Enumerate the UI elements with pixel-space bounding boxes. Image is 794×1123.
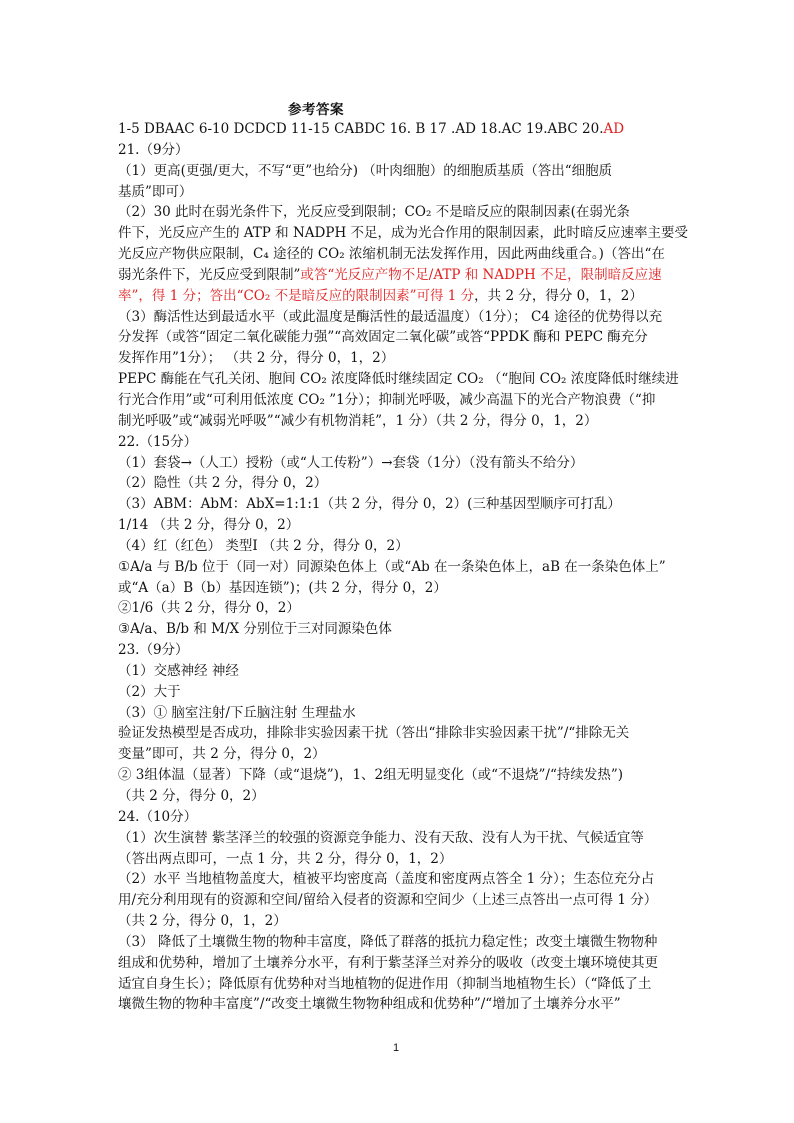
answer-line bbox=[118, 849, 678, 870]
line-text: 23.（9分） bbox=[118, 642, 189, 659]
line-text: 基质”即可） bbox=[118, 183, 193, 200]
answer-line bbox=[118, 119, 678, 140]
answer-line bbox=[118, 932, 678, 953]
answer-line bbox=[118, 494, 678, 515]
line-text: 变量”即可，共 2 分，得分 0，2） bbox=[118, 746, 326, 763]
line-text: PEPC 酶能在气孔关闭、胞间 CO₂ 浓度降低时继续固定 CO₂ （“胞间 CO₂ 浓度降低时继续进 bbox=[118, 371, 679, 388]
answer-line bbox=[118, 723, 678, 744]
line-text: ，共 2 分，得分 0，1，2） bbox=[474, 287, 643, 304]
answer-line bbox=[118, 453, 678, 474]
line-text: 22.（15分） bbox=[118, 433, 198, 450]
line-text: ② 3组体温（显著）下降（或“退烧”)，1、2组无明显变化（或“不退烧”/“持续发热”) bbox=[118, 767, 624, 784]
line-text: （共 2 分，得分 0，2） bbox=[118, 788, 265, 804]
line-text: （3）酶活性达到最适水平（或此温度是酶活性的最适温度）（1分）； C4 途径的优势得以充 bbox=[118, 308, 663, 325]
answer-line bbox=[118, 557, 678, 578]
answer-line bbox=[118, 765, 678, 786]
highlighted-text: AD bbox=[603, 121, 625, 137]
line-text: 制光呼吸”或“减弱光呼吸”“减少有机物消耗”，1 分）（共 2 分，得分 0，1，2） bbox=[118, 412, 598, 429]
line-text: （3） 降低了土壤微生物的物种丰富度，降低了群落的抵抗力稳定性；改变土壤微生物物种 bbox=[118, 933, 658, 950]
answer-body bbox=[118, 119, 689, 1015]
answer-line bbox=[118, 744, 678, 765]
line-text: （1）更高(更强/更大，不写“更”也给分) （叶肉细胞）的细胞质基质（答出“细胞质 bbox=[118, 162, 613, 179]
line-text: （1）交感神经 神经 bbox=[118, 662, 239, 679]
line-text: 1-5 DBAAC 6-10 DCDCD 11-15 CABDC 16. B 17 .AD 18.AC 19.ABC 20. bbox=[118, 121, 604, 137]
line-text: 件下，光反应产生的 ATP 和 NADPH 不足，成为光合作用的限制因素，此时暗反应速率主要受 bbox=[118, 225, 689, 242]
line-text: ②1/6（共 2 分，得分 0，2） bbox=[118, 600, 300, 617]
line-text: （4）红（红色） 类型Ⅰ （共 2 分，得分 0，2） bbox=[118, 537, 409, 554]
answer-line bbox=[118, 890, 678, 911]
line-text: 组成和优势种，增加了土壤养分水平，有利于紫茎泽兰对养分的吸收（改变土壤环境使其更 bbox=[118, 954, 658, 971]
answer-line bbox=[118, 911, 678, 932]
line-text: （1）套袋→（人工）授粉（或“人工传粉”）→套袋（1分）（没有箭头不给分） bbox=[118, 454, 584, 471]
answer-line bbox=[118, 307, 678, 328]
highlighted-text: 率”，得 1 分；答出“CO₂ 不是暗反应的限制因素”可得 1 分 bbox=[118, 287, 475, 304]
answer-line bbox=[118, 661, 678, 682]
line-text: 1/14 （共 2 分，得分 0，2） bbox=[118, 517, 300, 534]
answer-line bbox=[118, 390, 678, 411]
page-number: 1 bbox=[393, 1042, 400, 1054]
line-text: （2）30 此时在弱光条件下，光反应受到限制；CO₂ 不是暗反应的限制因素(在弱光条 bbox=[118, 204, 630, 221]
answer-line bbox=[118, 182, 678, 203]
line-text: ①A/a 与 B/b 位于（同一对）同源染色体上（或“Ab 在一条染色体上，aB 在一条染色体上” bbox=[118, 558, 666, 575]
line-text: （2）大于 bbox=[118, 683, 181, 700]
answer-line bbox=[118, 286, 678, 307]
line-text: 或“A（a）B（b）基因连锁”)；(共 2 分，得分 0，2） bbox=[118, 579, 447, 596]
answer-line bbox=[118, 161, 678, 182]
answer-line bbox=[118, 202, 678, 223]
answer-line bbox=[118, 807, 678, 828]
line-text: 光反应产物供应限制，C₄ 途径的 CO₂ 浓缩机制无法发挥作用，因此两曲线重合。)（答出“在 bbox=[118, 246, 665, 263]
answer-line bbox=[118, 828, 678, 849]
answer-line bbox=[118, 515, 678, 536]
answer-line bbox=[118, 640, 678, 661]
line-text: （共 2 分，得分 0，1，2） bbox=[118, 913, 287, 930]
answer-line bbox=[118, 682, 678, 703]
line-text: （3）ABM：AbM：AbX=1:1:1（共 2 分，得分 0，2）(三种基因型顺序可打乱） bbox=[118, 496, 621, 513]
line-text: （2）水平 当地植物盖度大，植被平均密度高（盖度和密度两点答全 1 分）；生态位充分占 bbox=[118, 871, 655, 888]
answer-line bbox=[118, 619, 678, 640]
line-text: 弱光条件下，光反应受到限制” bbox=[118, 266, 301, 283]
line-text: 用/充分利用现有的资源和空间/留给入侵者的资源和空间少（上述三点答出一点可得 1 分） bbox=[118, 892, 658, 909]
line-text: 行光合作用”或“可利用低浓度 CO₂ ”1分）；抑制光呼吸，减少高温下的光合产物浪费（“抑 bbox=[118, 391, 656, 408]
answer-line bbox=[118, 140, 678, 161]
line-text: （2）隐性（共 2 分，得分 0，2） bbox=[118, 475, 328, 492]
line-text: 验证发热模型是否成功，排除非实验因素干扰（答出“排除非实验因素干扰”/“排除无关 bbox=[118, 725, 630, 742]
answer-line bbox=[118, 223, 689, 244]
answer-line bbox=[118, 994, 678, 1015]
answer-line bbox=[118, 348, 678, 369]
answer-line bbox=[118, 598, 678, 619]
line-text: 24.（10分） bbox=[118, 808, 198, 825]
answer-line bbox=[118, 869, 678, 890]
answer-line bbox=[118, 369, 678, 390]
answer-line bbox=[118, 473, 678, 494]
answer-line bbox=[118, 327, 678, 348]
answer-line bbox=[118, 536, 678, 557]
line-text: （答出两点即可，一点 1 分，共 2 分，得分 0，1，2） bbox=[118, 850, 453, 867]
answer-line bbox=[118, 244, 678, 265]
answer-line bbox=[118, 411, 678, 432]
line-text: （3）① 脑室注射/下丘脑注射 生理盐水 bbox=[118, 704, 356, 721]
answer-line bbox=[118, 953, 678, 974]
answer-line bbox=[118, 578, 678, 599]
line-text: 分发挥（或答“固定二氧化碳能力强”“高效固定二氧化碳”或答“PPDK 酶和 PEPC 酶充分 bbox=[118, 329, 648, 346]
answer-line bbox=[118, 265, 678, 286]
answer-line bbox=[118, 786, 678, 807]
answer-line bbox=[118, 432, 678, 453]
page-title: 参考答案 bbox=[288, 102, 344, 118]
line-text: 发挥作用”1分）； （共 2 分，得分 0，1，2） bbox=[118, 350, 395, 367]
line-text: ③A/a、B/b 和 M/X 分别位于三对同源染色体 bbox=[118, 621, 392, 638]
line-text: 壤微生物的物种丰富度”/“改变土壤微生物物种组成和优势种”/“增加了土壤养分水平” bbox=[118, 996, 621, 1013]
answer-line bbox=[118, 974, 678, 995]
line-text: （1）次生演替 紫茎泽兰的较强的资源竞争能力、没有天敌、没有人为干扰、气候适宜等 bbox=[118, 829, 644, 846]
line-text: 21.（9分） bbox=[118, 141, 189, 158]
line-text: 适宜自身生长）；降低原有优势种对当地植物的促进作用（抑制当地植物生长）（“降低了土 bbox=[118, 975, 652, 992]
highlighted-text: 或答“光反应产物不足/ATP 和 NADPH 不足，限制暗反应速 bbox=[300, 266, 662, 283]
answer-line bbox=[118, 703, 678, 724]
